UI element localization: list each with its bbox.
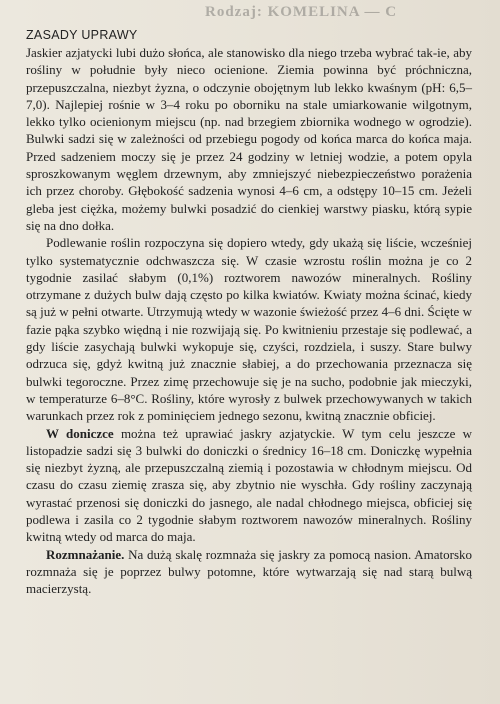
bleed-through-header: Rodzaj: KOMELINA — C <box>205 4 398 20</box>
paragraph-2 <box>26 234 472 424</box>
paragraph-4-text: Na dużą skalę rozmnaża się jaskry za pomocą nasion. Amatorsko rozmnaża się je poprzez bulwy potomne, które wytwarzają się nad starą bulwą macierzystą. <box>26 546 472 597</box>
paragraph-2-text: Podlewanie roślin rozpoczyna się dopiero wtedy, gdy ukażą się liście, wcześniej tylko systematycznie odchwaszcza się. W czasie wzrostu roślin można je co 2 tygodnie zasilać słabym (0,1%) roztworem nawozów mineralnych. Rośliny otrzymane z dużych bulw dają często po kilka kwiatów. Kwiaty można ścinać, kiedy są już w pełni otwarte. Utrzymują wtedy w wazonie świeżość przez 4–6 dni. Ścięte w fazie pąka szybko więdną i nie rozwijają się. Po kwitnieniu przestaje się podlewać, a gdy liście zasychają bulwki wykopuje się, czyści, rozdziela, i suszy. Stare bulwy odrzuca się, gdyż kwitną już znacznie słabiej, a do przechowania przeznacza się bulwki tegoroczne. Przez zimę przechowuje się je na sucho, podobnie jak mieczyki, w temperaturze 6–8°C. Rośliny, które wyrosły z bulwek przechowywanych w takich warunkach przez rok z pominięciem jednego sezonu, kwitną znacznie obficiej. <box>26 235 472 424</box>
paragraph-3-text: można też uprawiać jaskry azjatyckie. W tym celu jeszcze w listopadzie sadzi się 3 bulwki do doniczki o średnicy 16–18 cm. Doniczkę wypełnia się niezbyt żyzną, ale przepuszczalną ziemią i pozostawia w chłodnym miejscu. Od czasu do czasu ziemię zrasza się, aby zbytnio nie wyschła. Gdy rośliny zaczynają wyrastać przenosi się doniczki do jasnego, ale nadal chłodnego miejsca, obficiej się podlewa i zasila co 2 tygodnie słabym roztworem nawozów mineralnych. Rośliny kwitną wtedy od marca do maja. <box>26 425 473 545</box>
paragraph-1-text: Jaskier azjatycki lubi dużo słońca, ale stanowisko dla niego trzeba wybrać tak-ie, aby rośliny w południe były nieco ocienione. Ziemia powinna być próchniczna, przepuszczalna, niezbyt żyzna, o odczynie obojętnym lub lekko kwaśnym (pH: 6,5–7,0). Najlepiej rośnie w 3–4 roku po oborniku na stale umiarkowanie wilgotnym, lekko tylko ocienionym miejscu (np. nad brzegiem zbiornika wodnego w ogrodzie). Bulwki sadzi się w zależności od przebiegu pogody od końca marca do końca maja. Przed sadzeniem moczy się je przez 24 godziny w letniej wodzie, a potem opyla sproszkowanym węglem drzewnym, aby zmniejszyć niebezpieczeństwo porażenia ich przez choroby. Głębokość sadzenia wynosi 4–6 cm, a odstępy 10–15 cm. Jeżeli gleba jest ciężka, możemy bulwki posadzić do cienkiej warstwy piasku, którą sypie się na dno dołka. <box>26 45 472 233</box>
paragraph-4-lead: Rozmnażanie. <box>46 546 125 562</box>
page-content <box>26 28 472 598</box>
paragraph-3-lead: W doniczce <box>46 425 114 441</box>
paragraph-3 <box>26 425 472 546</box>
section-title: ZASADY UPRAWY <box>26 28 138 42</box>
paragraph-4 <box>26 546 472 598</box>
paragraph-1 <box>26 44 472 234</box>
